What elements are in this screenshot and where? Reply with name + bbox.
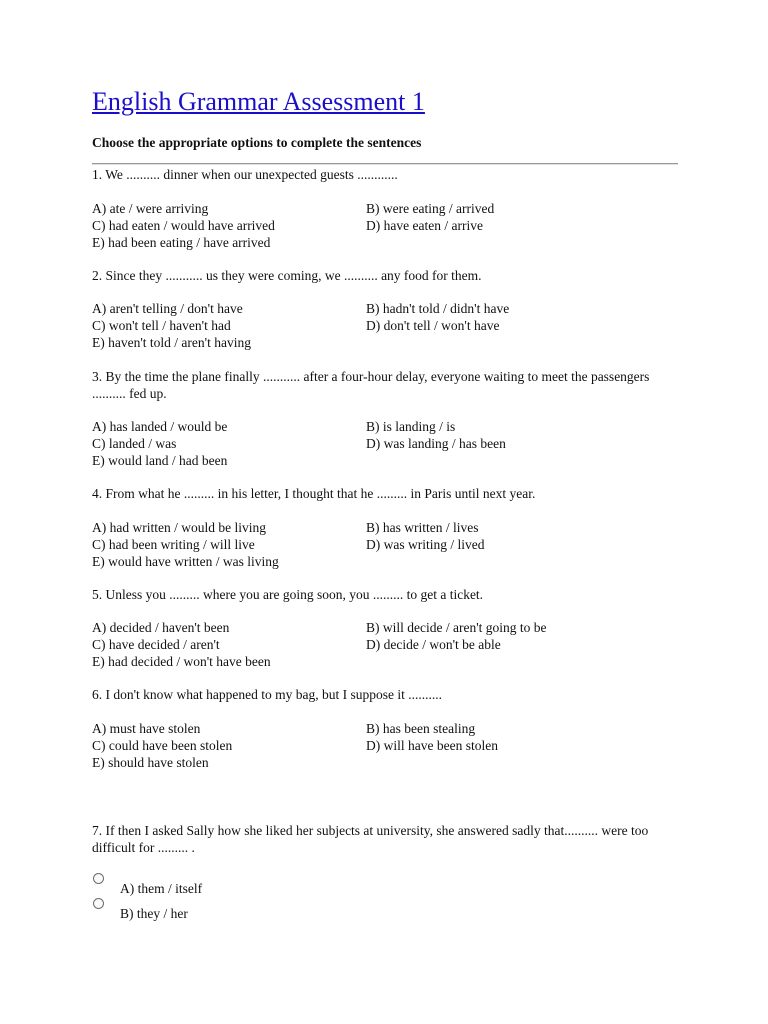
option-q2-b: B) hadn't told / didn't have xyxy=(366,301,510,316)
option-q3-d: D) was landing / has been xyxy=(366,436,506,451)
option-q1-d: D) have eaten / arrive xyxy=(366,218,483,233)
question-1: 1. We .......... dinner when our unexpected guests ............ xyxy=(92,167,398,182)
question-3: 3. By the time the plane finally ........... after a four-hour delay, everyone waiting to meet the passengers .......... fed up. xyxy=(92,369,650,401)
page-title: English Grammar Assessment 1 xyxy=(92,87,425,116)
option-q2-a: A) aren't telling / don't have xyxy=(92,301,243,316)
option-q3-e: E) would land / had been xyxy=(92,453,228,468)
option-q7-b: B) they / her xyxy=(120,906,188,921)
option-q6-e: E) should have stolen xyxy=(92,755,209,770)
option-q1-e: E) had been eating / have arrived xyxy=(92,235,271,250)
option-q7-a: A) them / itself xyxy=(120,881,203,896)
option-q6-d: D) will have been stolen xyxy=(366,738,498,753)
option-q5-d: D) decide / won't be able xyxy=(366,637,501,652)
question-5: 5. Unless you ......... where you are going soon, you ......... to get a ticket. xyxy=(92,587,484,602)
options-q6 xyxy=(92,720,682,771)
option-q5-b: B) will decide / aren't going to be xyxy=(366,620,547,635)
options-q5 xyxy=(92,619,682,670)
option-q6-c: C) could have been stolen xyxy=(92,738,233,753)
option-q3-a: A) has landed / would be xyxy=(92,419,228,434)
option-q5-c: C) have decided / aren't xyxy=(92,637,220,652)
instructions: Choose the appropriate options to complete the sentences xyxy=(92,135,422,150)
options-q4 xyxy=(92,519,682,570)
radio-button-icon[interactable] xyxy=(93,873,104,884)
question-4: 4. From what he ......... in his letter, I thought that he ......... in Paris until next year. xyxy=(92,486,536,501)
option-q4-a: A) had written / would be living xyxy=(92,520,266,535)
radio-option-q7-a[interactable] xyxy=(92,876,202,896)
radio-button-icon[interactable] xyxy=(93,898,104,909)
options-q1 xyxy=(92,200,682,251)
question-7: 7. If then I asked Sally how she liked her subjects at university, she answered sadly that.......... were too difficult for ......... . xyxy=(92,823,649,855)
option-q1-c: C) had eaten / would have arrived xyxy=(92,218,275,233)
option-q2-d: D) don't tell / won't have xyxy=(366,318,500,333)
option-q5-a: A) decided / haven't been xyxy=(92,620,230,635)
question-6: 6. I don't know what happened to my bag, but I suppose it .......... xyxy=(92,687,443,702)
option-q1-b: B) were eating / arrived xyxy=(366,201,495,216)
option-q6-a: A) must have stolen xyxy=(92,721,201,736)
option-q2-e: E) haven't told / aren't having xyxy=(92,335,251,350)
option-q3-b: B) is landing / is xyxy=(366,419,456,434)
option-q6-b: B) has been stealing xyxy=(366,721,476,736)
option-q4-b: B) has written / lives xyxy=(366,520,479,535)
divider xyxy=(92,163,678,165)
option-q4-e: E) would have written / was living xyxy=(92,554,279,569)
option-q3-c: C) landed / was xyxy=(92,436,177,451)
options-q3 xyxy=(92,418,682,469)
option-q4-c: C) had been writing / will live xyxy=(92,537,255,552)
options-q2 xyxy=(92,300,682,351)
option-q5-e: E) had decided / won't have been xyxy=(92,654,271,669)
question-2: 2. Since they ........... us they were coming, we .......... any food for them. xyxy=(92,268,482,283)
radio-option-q7-b[interactable] xyxy=(92,901,188,921)
option-q4-d: D) was writing / lived xyxy=(366,537,485,552)
option-q1-a: A) ate / were arriving xyxy=(92,201,209,216)
option-q2-c: C) won't tell / haven't had xyxy=(92,318,231,333)
